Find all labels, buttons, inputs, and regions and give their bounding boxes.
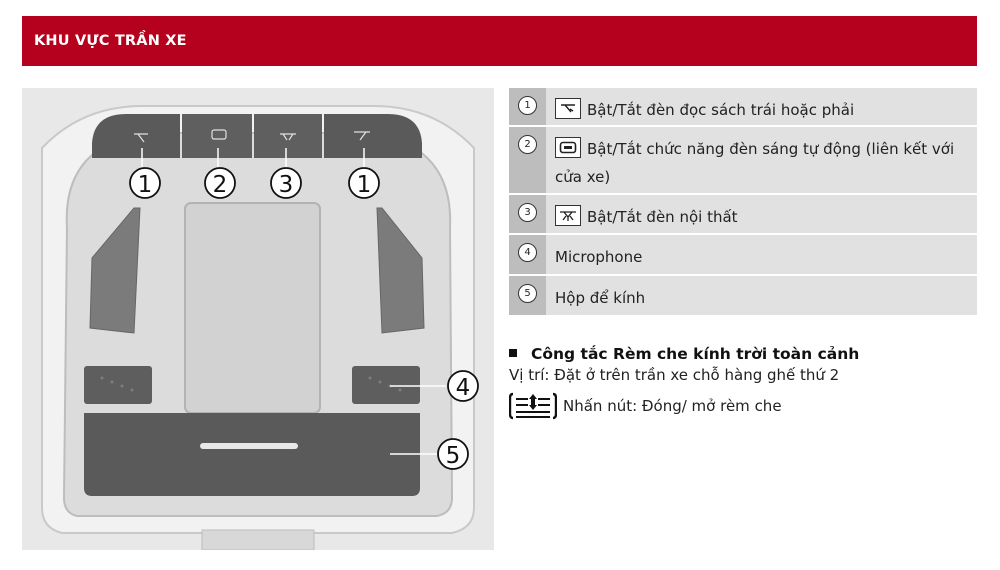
row-number-badge: 2 <box>518 135 537 154</box>
svg-text:1: 1 <box>356 172 372 198</box>
door-link-lamp-icon <box>555 137 581 158</box>
legend-row-3 <box>509 195 977 235</box>
legend-row-2 <box>509 127 977 195</box>
legend-row-4-text: Microphone <box>555 248 643 266</box>
section-header <box>22 16 977 66</box>
sunshade-button-row <box>509 391 782 421</box>
legend-row-5-text: Hộp để kính <box>555 289 646 307</box>
callout-1-right <box>349 168 379 198</box>
console-drawing <box>22 88 494 550</box>
callout-1-left <box>130 168 160 198</box>
legend-row-2-text: Bật/Tắt chức năng đèn sáng tự động (liên kết với cửa xe) <box>555 140 955 186</box>
legend-row-4 <box>509 235 977 276</box>
square-bullet-icon <box>509 349 517 357</box>
overhead-console-illustration <box>22 88 494 550</box>
interior-lamp-icon <box>555 205 581 226</box>
row-number-badge: 4 <box>518 243 537 262</box>
legend-table <box>509 88 977 317</box>
svg-text:4: 4 <box>455 375 471 401</box>
section-header-title: KHU VỰC TRẦN XE <box>34 33 187 49</box>
svg-text:3: 3 <box>278 172 294 198</box>
row-number-badge: 3 <box>518 203 537 222</box>
legend-row-3-text: Bật/Tắt đèn nội thất <box>587 208 738 226</box>
row-number-badge: 5 <box>518 284 537 303</box>
svg-text:2: 2 <box>212 172 228 198</box>
callout-5 <box>438 439 468 469</box>
row-number-badge: 1 <box>518 96 537 115</box>
svg-text:1: 1 <box>137 172 153 198</box>
sunshade-location-text: Vị trí: Đặt ở trên trần xe chỗ hàng ghế thứ 2 <box>509 366 840 384</box>
reading-lamp-icon <box>555 98 581 119</box>
sunshade-button-text: Nhấn nút: Đóng/ mở rèm che <box>563 397 782 415</box>
sunshade-button-icon <box>509 391 557 421</box>
callout-4 <box>448 371 478 401</box>
legend-row-5 <box>509 276 977 317</box>
legend-row-1-text: Bật/Tắt đèn đọc sách trái hoặc phải <box>587 101 855 119</box>
sunshade-section-title: Công tắc Rèm che kính trời toàn cảnh <box>509 345 859 363</box>
callout-2 <box>205 168 235 198</box>
callout-3 <box>271 168 301 198</box>
legend-row-1 <box>509 88 977 127</box>
svg-text:5: 5 <box>445 443 461 469</box>
